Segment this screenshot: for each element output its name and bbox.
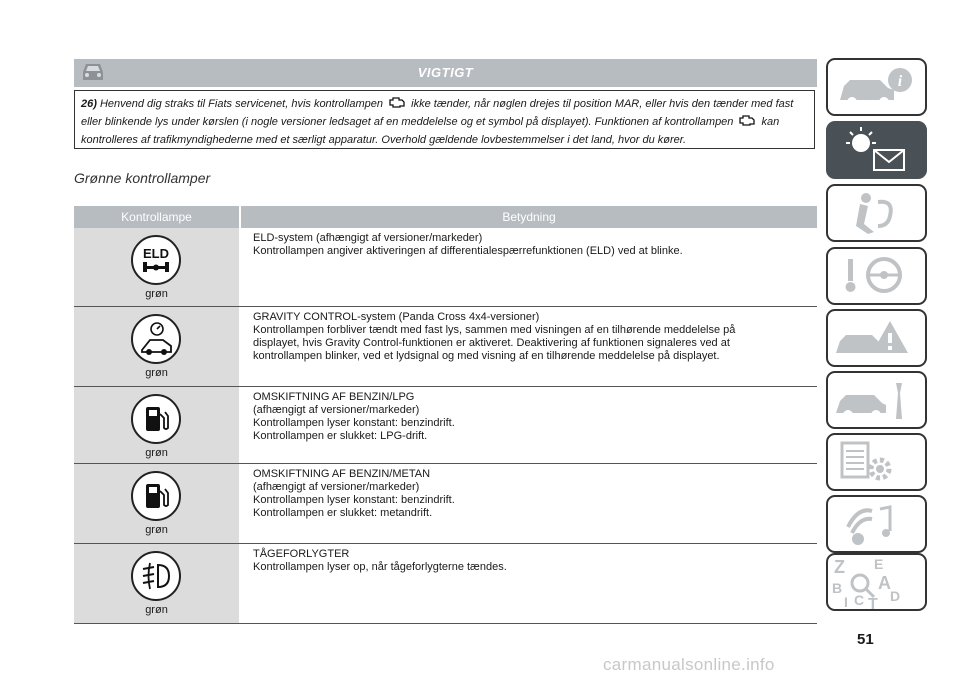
table-row xyxy=(74,544,817,624)
footer-watermark: carmanualsonline.info xyxy=(603,655,775,674)
description-line: kontrollampen blinker, ved et lydsignal og med visning af en tilhørende meddelelse på displayet. xyxy=(253,350,720,362)
description-line: Kontrollampen er slukket: metandrift. xyxy=(253,507,433,519)
warning-lights-table xyxy=(74,206,817,624)
description-line: TÅGEFORLYGTER xyxy=(253,548,350,560)
warning-text-part2: ikke tænder, når nøglen drejes til position MAR, eller hvis den tænder med fast eller blinkende lys under kørslen (i nogle versioner ledsaget af en meddelelse og et symbol på displayet). Funktionen af kontrollampen xyxy=(81,98,794,128)
tab-emergency[interactable] xyxy=(826,309,927,367)
tab-safety[interactable] xyxy=(826,184,927,242)
warning-lights-message-icon xyxy=(828,123,925,177)
description-line: Kontrollampen lyser konstant: benzindrift. xyxy=(253,494,455,506)
engine-check-icon xyxy=(388,97,406,108)
section-title: Grønne kontrollamper xyxy=(74,170,211,186)
svg-text:A: A xyxy=(878,573,891,593)
seat-airbag-icon xyxy=(828,186,925,240)
description-cell xyxy=(241,228,817,306)
description-cell xyxy=(241,464,817,543)
car-service-icon xyxy=(828,373,925,427)
tab-car-info[interactable] xyxy=(826,58,927,116)
table-header xyxy=(74,206,817,228)
gravity-control-icon xyxy=(131,314,181,364)
description-line: OMSKIFTNING AF BENZIN/METAN xyxy=(253,468,431,480)
header-kontrollampe: Kontrollampe xyxy=(74,206,241,228)
table-row xyxy=(74,307,817,387)
color-label: grøn xyxy=(145,288,168,300)
description-cell xyxy=(241,387,817,463)
data-gear-icon xyxy=(828,435,925,489)
description-line: ELD-system (afhængigt af versioner/markeder) xyxy=(253,232,483,244)
table-row xyxy=(74,464,817,544)
fuel-pump-icon xyxy=(131,394,181,444)
svg-text:T: T xyxy=(868,596,878,609)
svg-text:i: i xyxy=(897,73,903,90)
multimedia-icon xyxy=(828,497,925,551)
car-info-icon xyxy=(828,60,925,114)
tab-multimedia[interactable] xyxy=(826,495,927,553)
tab-index[interactable] xyxy=(826,553,927,611)
tab-warning-lights[interactable] xyxy=(826,121,927,179)
table-row xyxy=(74,228,817,307)
engine-check-icon xyxy=(738,115,756,126)
description-line: OMSKIFTNING AF BENZIN/LPG xyxy=(253,391,415,403)
icon-cell xyxy=(74,387,241,463)
description-line: Kontrollampen lyser konstant: benzindrift. xyxy=(253,417,455,429)
header-betydning: Betydning xyxy=(502,210,556,224)
description-line: (afhængigt af versioner/markeder) xyxy=(253,481,420,493)
table-row xyxy=(74,387,817,464)
svg-text:I: I xyxy=(844,594,848,609)
page-number: 51 xyxy=(857,631,874,648)
description-line: Kontrollampen lyser op, når tågeforlygterne tændes. xyxy=(253,561,507,573)
warning-text-part1: Henvend dig straks til Fiats servicenet, hvis kontrollampen xyxy=(99,98,384,110)
note-number: 26) xyxy=(81,98,97,110)
description-line: Kontrollampen er slukket: LPG-drift. xyxy=(253,430,428,442)
svg-text:B: B xyxy=(832,580,843,596)
description-cell xyxy=(241,307,817,386)
svg-text:C: C xyxy=(854,592,865,608)
fog-light-icon xyxy=(131,551,181,601)
alphabetical-index-icon xyxy=(828,555,925,609)
warning-text-part3: kan kontrolleres af trafikmyndighederne med et særligt apparatur. Overhold gældende lovbestemmelser i det land, hvor du kører. xyxy=(81,116,780,146)
warning-title: VIGTIGT xyxy=(417,65,474,80)
description-line: Kontrollampen angiver aktiveringen af differentialespærrefunktionen (ELD) ved at blinke. xyxy=(253,245,683,257)
color-label: grøn xyxy=(145,524,168,536)
description-line: displayet, hvis Gravity Control-funktionen er aktiveret. Deaktivering af funktionen signaleres ved at xyxy=(253,337,730,349)
tab-maintenance[interactable] xyxy=(826,371,927,429)
warning-header xyxy=(74,59,817,87)
car-emergency-icon xyxy=(828,311,925,365)
fuel-pump-icon xyxy=(131,471,181,521)
svg-text:ELD: ELD xyxy=(143,246,169,261)
svg-text:Z: Z xyxy=(834,557,845,577)
icon-cell xyxy=(74,464,241,543)
eld-icon xyxy=(131,235,181,285)
icon-cell xyxy=(74,544,241,623)
color-label: grøn xyxy=(145,447,168,459)
tab-technical-data[interactable] xyxy=(826,433,927,491)
tab-starting-driving[interactable] xyxy=(826,247,927,305)
description-cell xyxy=(241,544,817,623)
description-line: (afhængigt af versioner/markeder) xyxy=(253,404,420,416)
svg-text:D: D xyxy=(890,588,901,604)
description-line: Kontrollampen forbliver tændt med fast lys, sammen med visningen af en tilhørende meddelelse på xyxy=(253,324,736,336)
color-label: grøn xyxy=(145,367,168,379)
steering-wheel-key-icon xyxy=(828,249,925,303)
icon-cell xyxy=(74,307,241,386)
color-label: grøn xyxy=(145,604,168,616)
description-line: GRAVITY CONTROL-system (Panda Cross 4x4-versioner) xyxy=(253,311,540,323)
icon-cell xyxy=(74,228,241,306)
warning-text xyxy=(74,90,815,149)
svg-text:E: E xyxy=(874,556,884,572)
